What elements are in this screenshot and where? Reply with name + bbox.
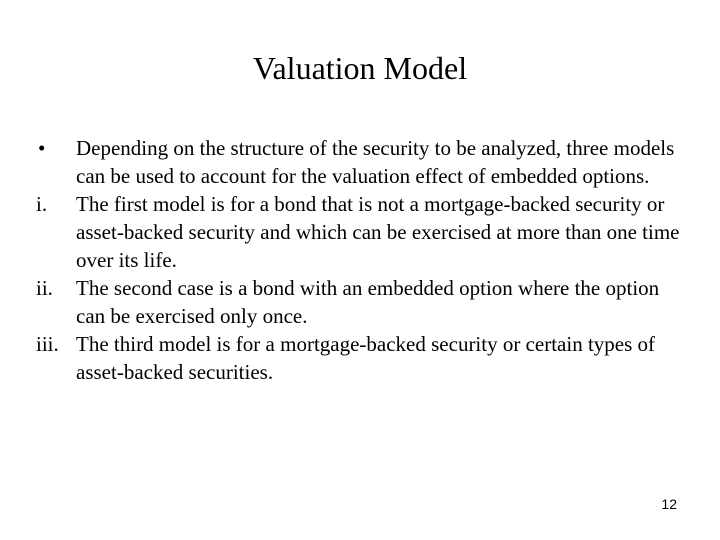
list-item xyxy=(36,330,686,386)
list-item xyxy=(36,274,686,330)
list-item xyxy=(36,190,686,274)
roman-numeral-marker: ii. xyxy=(36,276,53,300)
list-item-text: The third model is for a mortgage-backed security or certain types of asset-backed securities. xyxy=(76,332,656,384)
roman-numeral-marker: i. xyxy=(36,192,48,216)
page-number: 12 xyxy=(661,496,677,512)
roman-numeral-marker: iii. xyxy=(36,332,59,356)
list-item xyxy=(36,134,686,190)
slide-title: Valuation Model xyxy=(252,50,468,86)
list-item-text: The first model is for a bond that is not a mortgage-backed security or asset-backed security and which can be exercised at more than one time over its life. xyxy=(76,192,680,272)
slide-body-list xyxy=(36,134,686,386)
list-item-text: Depending on the structure of the security to be analyzed, three models can be used to account for the valuation effect of embedded options. xyxy=(76,136,675,188)
list-item-text: The second case is a bond with an embedded option where the option can be exercised only once. xyxy=(76,276,660,328)
bullet-marker: • xyxy=(38,136,46,160)
